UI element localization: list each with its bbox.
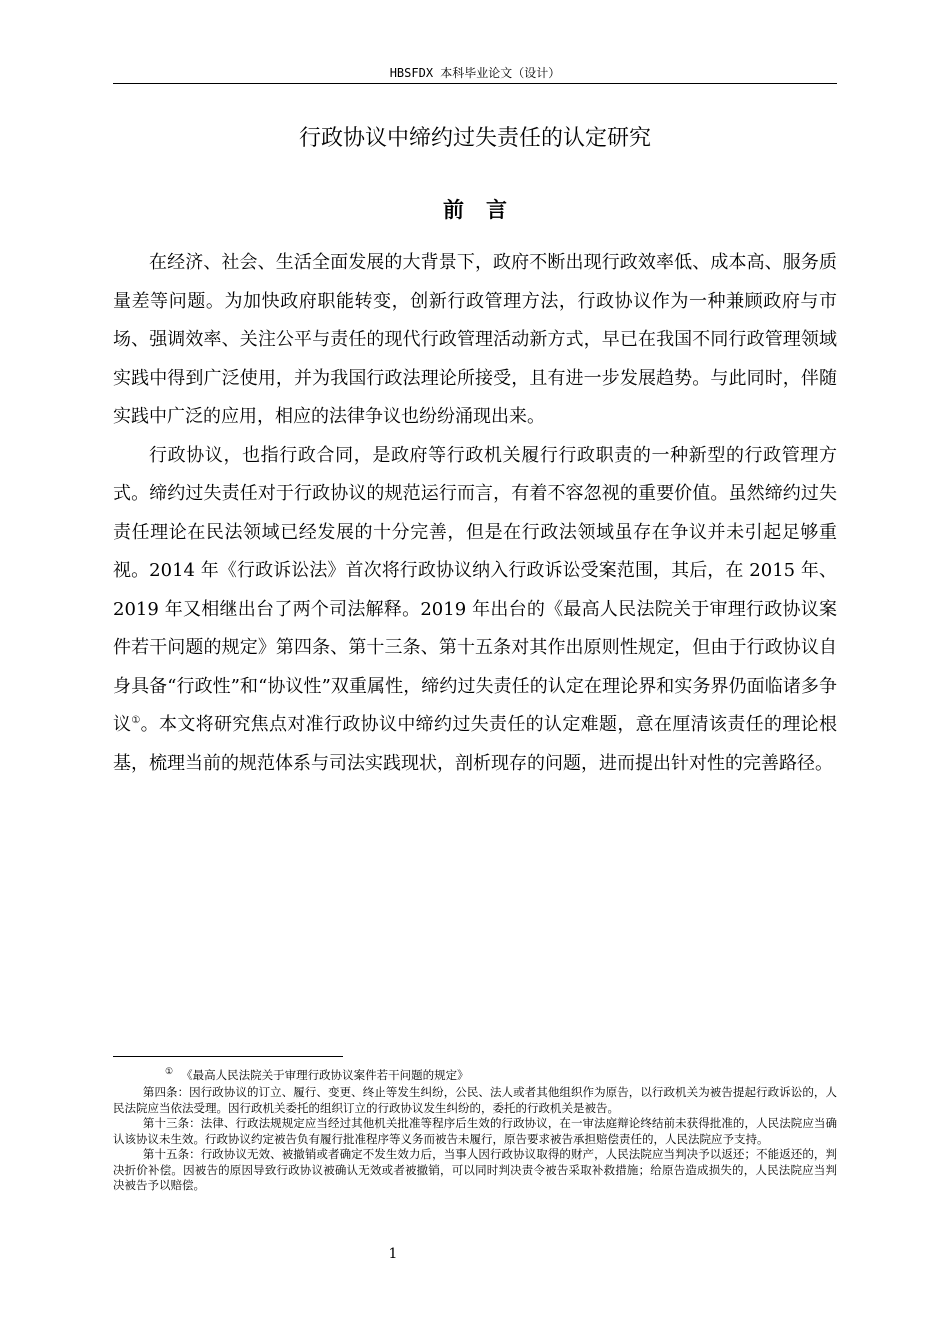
paragraph-2-text-cont: 。本文将研究焦点对准行政协议中缔约过失责任的认定难题，意在厘清该责任的理论根基，梳理当前的规范体系与司法实践现状，剖析现存的问题，进而提出针对性的完善路径。: [113, 714, 838, 774]
footnote-mark: ①: [165, 1067, 174, 1077]
footnote-block: [113, 1065, 837, 1194]
document-title: 行政协议中缔约过失责任的认定研究: [298, 126, 651, 151]
paragraph-2: [113, 437, 837, 784]
section-heading-preface: 前言: [443, 198, 529, 222]
page-number: 1: [388, 1246, 398, 1262]
paragraph-1: 在经济、社会、生活全面发展的大背景下，政府不断出现行政效率低、成本高、服务质量差等问题。为加快政府职能转变，创新行政管理方法，行政协议作为一种兼顾政府与市场、强调效率、关注公平与责任的现代行政管理活动新方式，早已在我国不同行政管理领域实践中得到广泛使用，并为我国行政法理论所接受，且有进一步发展趋势。与此同时，伴随实践中广泛的应用，相应的法律争议也纷纷涌现出来。: [113, 252, 837, 427]
footnote-article-13: 第十三条：法律、行政法规规定应当经过其他机关批准等程序后生效的行政协议，在一审法庭辩论终结前未获得批准的，人民法院应当确认该协议未生效。行政协议约定被告负有履行批准程序等义务而被告未履行，原告要求被告承担赔偿责任的，人民法院应予支持。: [113, 1116, 837, 1146]
footnote-title: 《最高人民法院关于审理行政协议案件若干问题的规定》: [181, 1067, 469, 1082]
footnote-reference[interactable]: ①: [131, 715, 141, 726]
running-header: HBSFDX 本科毕业论文（设计）: [389, 66, 561, 80]
footnote-separator: [113, 1056, 343, 1057]
footnote-article-4: 第四条：因行政协议的订立、履行、变更、终止等发生纠纷，公民、法人或者其他组织作为原告，以行政机关为被告提起行政诉讼的，人民法院应当依法受理。因行政机关委托的组织订立的行政协议发生纠纷的，委托的行政机关是被告。: [113, 1085, 837, 1115]
footnote-title-line: [113, 1065, 837, 1083]
body-text: [113, 244, 837, 783]
header-rule: [113, 83, 837, 84]
paragraph-2-text: 行政协议，也指行政合同，是政府等行政机关履行行政职责的一种新型的行政管理方式。缔约过失责任对于行政协议的规范运行而言，有着不容忽视的重要价值。虽然缔约过失责任理论在民法领域已经发展的十分完善，但是在行政法领域虽存在争议并未引起足够重视。2014 年《行政诉讼法》首次将行政协议纳入行政诉讼受案范围，其后，在 2015 年、2019 年又相继出台了两个司法解释。2019 年出台的《最高人民法院关于审理行政协议案件若干问题的规定》第四条、第十三条、第十五条对其作出原则性规定，但由于行政协议自身具备“行政性”和“协议性”双重属性，缔约过失责任的认定在理论界和实务界仍面临诸多争议: [113, 444, 837, 735]
footnote-article-15: 第十五条：行政协议无效、被撤销或者确定不发生效力后，当事人因行政协议取得的财产，人民法院应当判决予以返还；不能返还的，判决折价补偿。因被告的原因导致行政协议被确认无效或者被撤销，可以同时判决责令被告采取补救措施；给原告造成损失的，人民法院应当判决被告予以赔偿。: [113, 1147, 837, 1193]
